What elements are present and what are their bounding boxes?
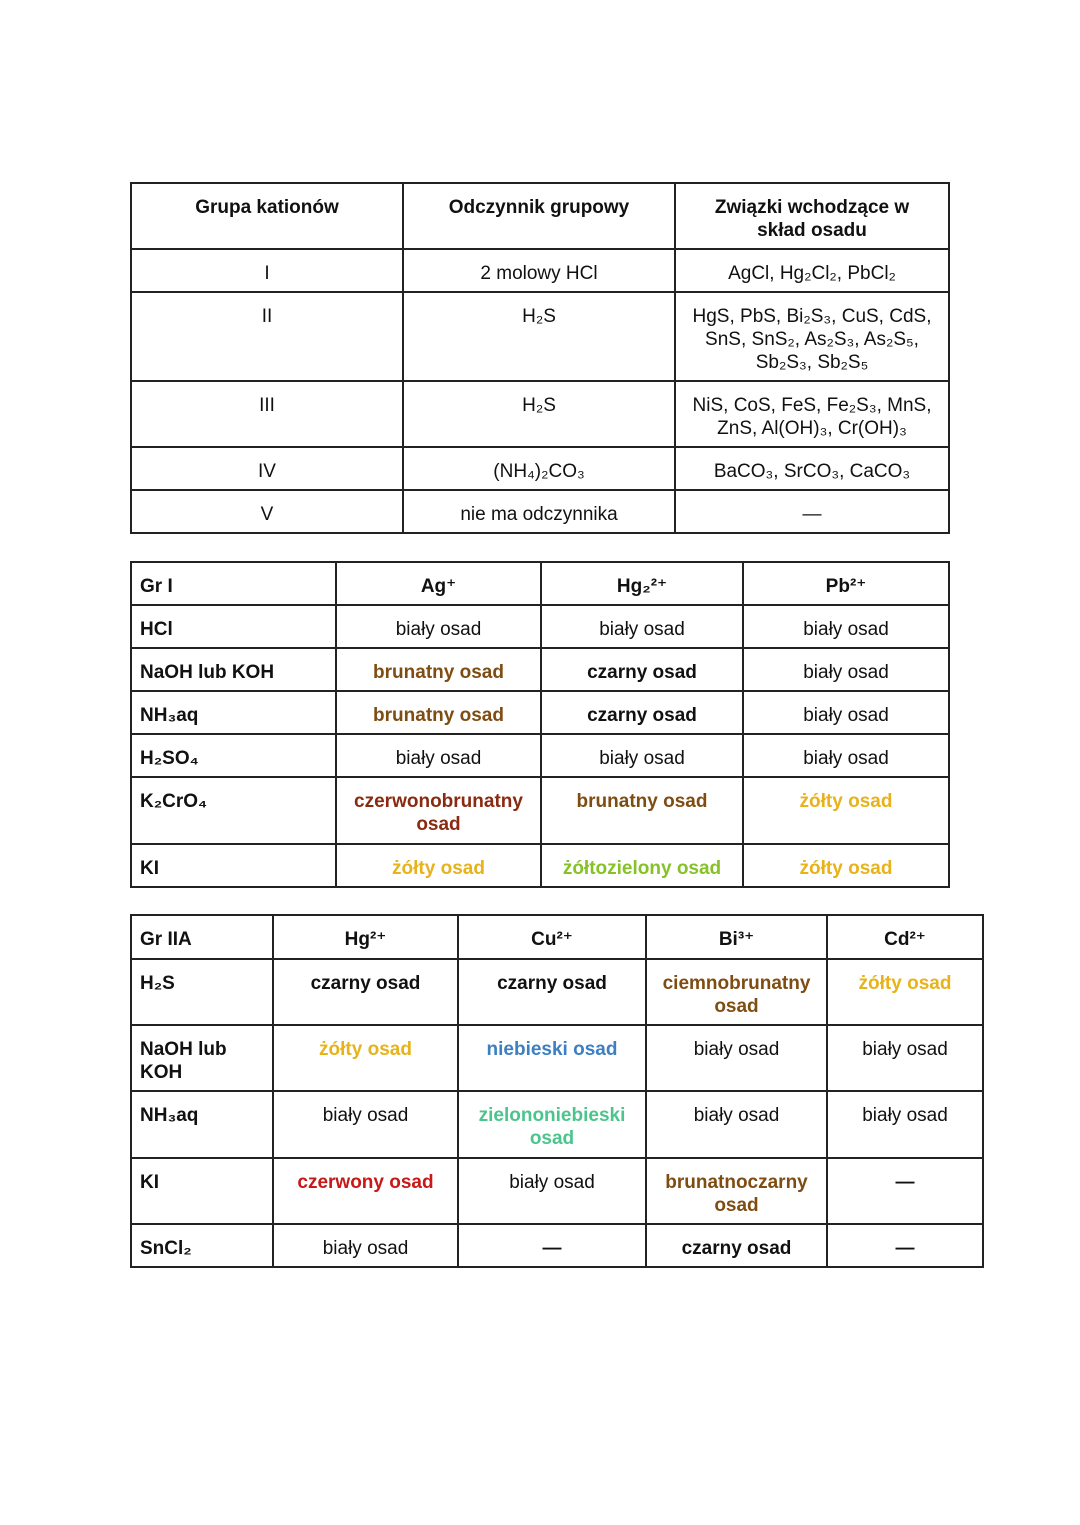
table-corner-label: Gr IIA [131,915,273,959]
reaction-result: brunatny osad [336,648,541,691]
reaction-result: żółty osad [273,1025,458,1091]
group-number: V [131,490,403,533]
reagent-label: H₂SO₄ [131,734,336,777]
reaction-result: żółty osad [336,844,541,887]
reaction-result: biały osad [743,691,949,734]
header-group-reagent: Odczynnik grupowy [403,183,675,249]
reaction-result: żółtozielony osad [541,844,743,887]
reaction-result: brunatnoczarny osad [646,1158,827,1224]
cation-header: Bi³⁺ [646,915,827,959]
table-corner-label: Gr I [131,562,336,605]
reaction-result: biały osad [743,605,949,648]
reaction-result: biały osad [827,1025,983,1091]
reagent-label: KI [131,844,336,887]
reaction-result: czarny osad [646,1224,827,1267]
cation-header: Cu²⁺ [458,915,646,959]
reagent-label: H₂S [131,959,273,1025]
reaction-result: biały osad [646,1091,827,1158]
cation-header: Cd²⁺ [827,915,983,959]
cation-header: Hg²⁺ [273,915,458,959]
group-compounds: BaCO₃, SrCO₃, CaCO₃ [675,447,949,490]
group-number: IV [131,447,403,490]
reaction-result: zielononiebieski osad [458,1091,646,1158]
reaction-result: biały osad [743,734,949,777]
reaction-result: biały osad [541,734,743,777]
reaction-result: żółty osad [827,959,983,1025]
group-reagent: (NH₄)₂CO₃ [403,447,675,490]
reaction-result: biały osad [273,1091,458,1158]
reagent-label: SnCl₂ [131,1224,273,1267]
group1-reactions-table [130,561,950,888]
group-reagent: H₂S [403,381,675,447]
group2a-reactions-table [130,914,984,1268]
reaction-result: biały osad [646,1025,827,1091]
reagent-label: K₂CrO₄ [131,777,336,844]
group-number: I [131,249,403,292]
cation-header: Ag⁺ [336,562,541,605]
reagent-label: NH₃aq [131,691,336,734]
reaction-result: niebieski osad [458,1025,646,1091]
group-reagent: 2 molowy HCl [403,249,675,292]
group-reagent: H₂S [403,292,675,381]
reaction-result: czarny osad [541,648,743,691]
group-compounds: AgCl, Hg₂Cl₂, PbCl₂ [675,249,949,292]
reaction-result: brunatny osad [336,691,541,734]
reaction-result: biały osad [827,1091,983,1158]
cation-groups-table [130,182,950,534]
group-compounds: HgS, PbS, Bi₂S₃, CuS, CdS, SnS, SnS₂, As₂S₃, As₂S₅, Sb₂S₃, Sb₂S₅ [675,292,949,381]
group-compounds: NiS, CoS, FeS, Fe₂S₃, MnS, ZnS, Al(OH)₃, Cr(OH)₃ [675,381,949,447]
reaction-result: ciemnobrunatny osad [646,959,827,1025]
reaction-result: czarny osad [458,959,646,1025]
reaction-result: — [827,1158,983,1224]
reaction-result: biały osad [458,1158,646,1224]
reaction-result: czerwony osad [273,1158,458,1224]
reaction-result: czarny osad [273,959,458,1025]
reaction-result: biały osad [336,734,541,777]
reagent-label: HCl [131,605,336,648]
header-precipitate-compounds: Związki wchodzące w skład osadu [675,183,949,249]
header-cation-group: Grupa kationów [131,183,403,249]
reagent-label: NaOH lub KOH [131,1025,273,1091]
group-compounds: — [675,490,949,533]
group-number: III [131,381,403,447]
reaction-result: biały osad [336,605,541,648]
reaction-result: czarny osad [541,691,743,734]
reagent-label: NH₃aq [131,1091,273,1158]
reaction-result: brunatny osad [541,777,743,844]
reaction-result: biały osad [743,648,949,691]
reagent-label: NaOH lub KOH [131,648,336,691]
reaction-result: — [827,1224,983,1267]
reaction-result: żółty osad [743,777,949,844]
reagent-label: KI [131,1158,273,1224]
reaction-result: czerwonobrunatny osad [336,777,541,844]
reaction-result: biały osad [273,1224,458,1267]
reaction-result: biały osad [541,605,743,648]
reaction-result: — [458,1224,646,1267]
group-reagent: nie ma odczynnika [403,490,675,533]
cation-header: Hg₂²⁺ [541,562,743,605]
group-number: II [131,292,403,381]
cation-header: Pb²⁺ [743,562,949,605]
reaction-result: żółty osad [743,844,949,887]
